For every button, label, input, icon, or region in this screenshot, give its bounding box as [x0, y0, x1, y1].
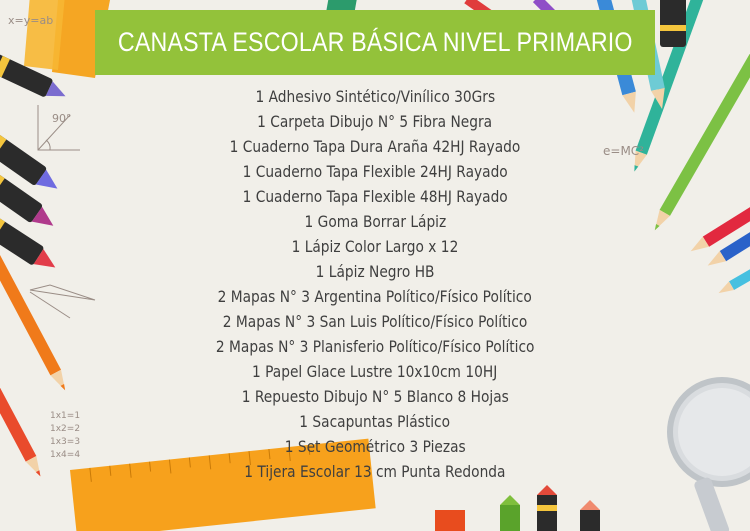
- doodle-mult-3: 1x3=3: [50, 437, 81, 447]
- list-item: 1 Carpeta Dibujo N° 5 Fibra Negra: [257, 112, 493, 131]
- list-item: 1 Goma Borrar Lápiz: [304, 212, 446, 231]
- list-item: 2 Mapas N° 3 Planisferio Político/Físico Político: [215, 337, 535, 356]
- list-item: 1 Cuaderno Tapa Dura Araña 42HJ Rayado: [229, 137, 521, 156]
- crayon-bottom-orange: [435, 510, 465, 531]
- list-item: 1 Lápiz Color Largo x 12: [291, 237, 459, 256]
- title-banner: [95, 10, 655, 75]
- page-title: CANASTA ESCOLAR BÁSICA NIVEL PRIMARIO: [117, 27, 633, 57]
- doodle-emc2: e=MC²: [603, 144, 644, 158]
- pencil-right-cyan: [716, 266, 750, 297]
- pencil-left-red: [0, 350, 46, 479]
- doodle-mult-2: 1x2=2: [50, 424, 81, 434]
- list-item: 2 Mapas N° 3 San Luis Político/Físico Político: [222, 312, 528, 331]
- list-item: 1 Adhesivo Sintético/Vinílico 30Grs: [255, 87, 495, 106]
- list-item: 1 Tijera Escolar 13 cm Punta Redonda: [244, 462, 506, 481]
- magnifier-icon: [670, 380, 750, 531]
- doodle-triangle: [30, 285, 95, 318]
- list-item: 1 Cuaderno Tapa Flexible 48HJ Rayado: [242, 187, 508, 206]
- list-item: 1 Repuesto Dibujo N° 5 Blanco 8 Hojas: [241, 387, 509, 406]
- crayon-bottom-red: [537, 485, 557, 531]
- list-item: 2 Mapas N° 3 Argentina Político/Físico Político: [217, 287, 533, 306]
- pencil-left-orange: [0, 255, 70, 393]
- doodle-angle-label: 90°: [52, 112, 72, 125]
- list-item: 1 Lápiz Negro HB: [315, 262, 435, 281]
- doodle-mult-1: 1x1=1: [50, 411, 81, 421]
- doodle-formula: x=y=ab: [8, 14, 54, 27]
- crayon-top-right: [660, 0, 686, 47]
- list-item: 1 Papel Glace Lustre 10x10cm 10HJ: [252, 362, 498, 381]
- doodle-mult-4: 1x4=4: [50, 450, 81, 460]
- list-item: 1 Cuaderno Tapa Flexible 24HJ Rayado: [242, 162, 508, 181]
- list-item: 1 Sacapuntas Plástico: [299, 412, 451, 431]
- list-item: 1 Set Geométrico 3 Piezas: [284, 437, 466, 456]
- crayon-bottom-green: [500, 495, 520, 531]
- crayon-bottom-pink: [580, 500, 600, 531]
- supply-list: [120, 84, 630, 484]
